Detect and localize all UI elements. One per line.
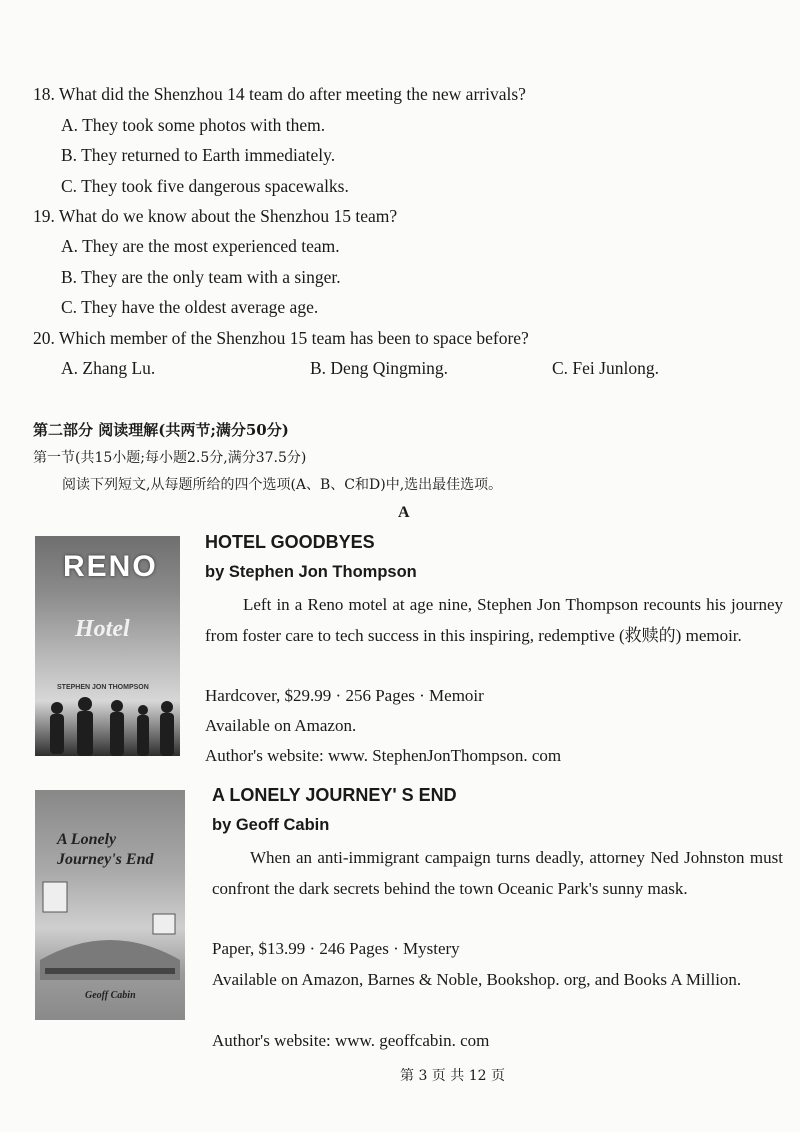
section-title: 第二部分 阅读理解(共两节;满分50分) bbox=[33, 421, 289, 439]
author-website: Author's website: www. geoffcabin. com bbox=[212, 1031, 490, 1050]
section-subtitle: 第一节(共15小题;每小题2.5分,满分37.5分) bbox=[33, 450, 307, 466]
option-c: C. Fei Junlong. bbox=[552, 358, 659, 378]
book-availability: Available on Amazon, Barnes & Noble, Bookshop. org, and Books A Million. bbox=[212, 970, 742, 989]
book-description: Left in a Reno motel at age nine, Stephen Jon Thompson recounts his journey from foster care to tech success in this inspiring, redemptive (救赎的) memoir. bbox=[205, 595, 783, 645]
book-title: A LONELY JOURNEY' S END bbox=[212, 785, 457, 805]
option-a: A. They are the most experienced team. bbox=[61, 236, 340, 256]
option-a: A. They took some photos with them. bbox=[61, 115, 326, 135]
option-b: B. They returned to Earth immediately. bbox=[61, 145, 336, 165]
silhouettes-illustration bbox=[35, 536, 180, 756]
section-instruction: 阅读下列短文,从每题所给的四个选项(A、B、C和D)中,选出最佳选项。 bbox=[62, 477, 503, 493]
book-format: Hardcover, $29.99 · 256 Pages · Memoir bbox=[205, 686, 484, 705]
book-title: HOTEL GOODBYES bbox=[205, 532, 375, 552]
question-stem: 20. Which member of the Shenzhou 15 team has been to space before? bbox=[33, 328, 529, 348]
book-author: by Geoff Cabin bbox=[212, 816, 330, 834]
cover-author-text: STEPHEN JON THOMPSON bbox=[57, 684, 149, 691]
cover-script-text: Hotel bbox=[75, 616, 130, 642]
cover-title-text: A Lonely Journey's End bbox=[57, 831, 154, 868]
book-cover-image bbox=[35, 536, 180, 756]
book-format: Paper, $13.99 · 246 Pages · Mystery bbox=[212, 939, 460, 958]
book-author: by Stephen Jon Thompson bbox=[205, 563, 417, 581]
book-description: When an anti-immigrant campaign turns deadly, attorney Ned Johnston must confront the dark secrets behind the town Oceanic Park's sunny mask. bbox=[212, 848, 783, 898]
option-a: A. Zhang Lu. bbox=[61, 358, 156, 378]
book-availability: Available on Amazon. bbox=[205, 716, 357, 735]
option-c: C. They have the oldest average age. bbox=[61, 297, 319, 317]
question-stem: 19. What do we know about the Shenzhou 15 team? bbox=[33, 206, 398, 226]
cover-title-text: RENO bbox=[63, 550, 158, 583]
option-b: B. They are the only team with a singer. bbox=[61, 267, 341, 287]
option-b: B. Deng Qingming. bbox=[310, 358, 449, 378]
beach-illustration bbox=[35, 790, 185, 1020]
option-c: C. They took five dangerous spacewalks. bbox=[61, 176, 349, 196]
cover-author-text: Geoff Cabin bbox=[85, 990, 136, 1001]
author-website: Author's website: www. StephenJonThompson. com bbox=[205, 746, 562, 765]
passage-letter: A bbox=[398, 504, 410, 521]
question-stem: 18. What did the Shenzhou 14 team do after meeting the new arrivals? bbox=[33, 84, 526, 104]
page-footer: 第 3 页 共 12 页 bbox=[400, 1068, 505, 1084]
book-cover-image bbox=[35, 790, 185, 1020]
